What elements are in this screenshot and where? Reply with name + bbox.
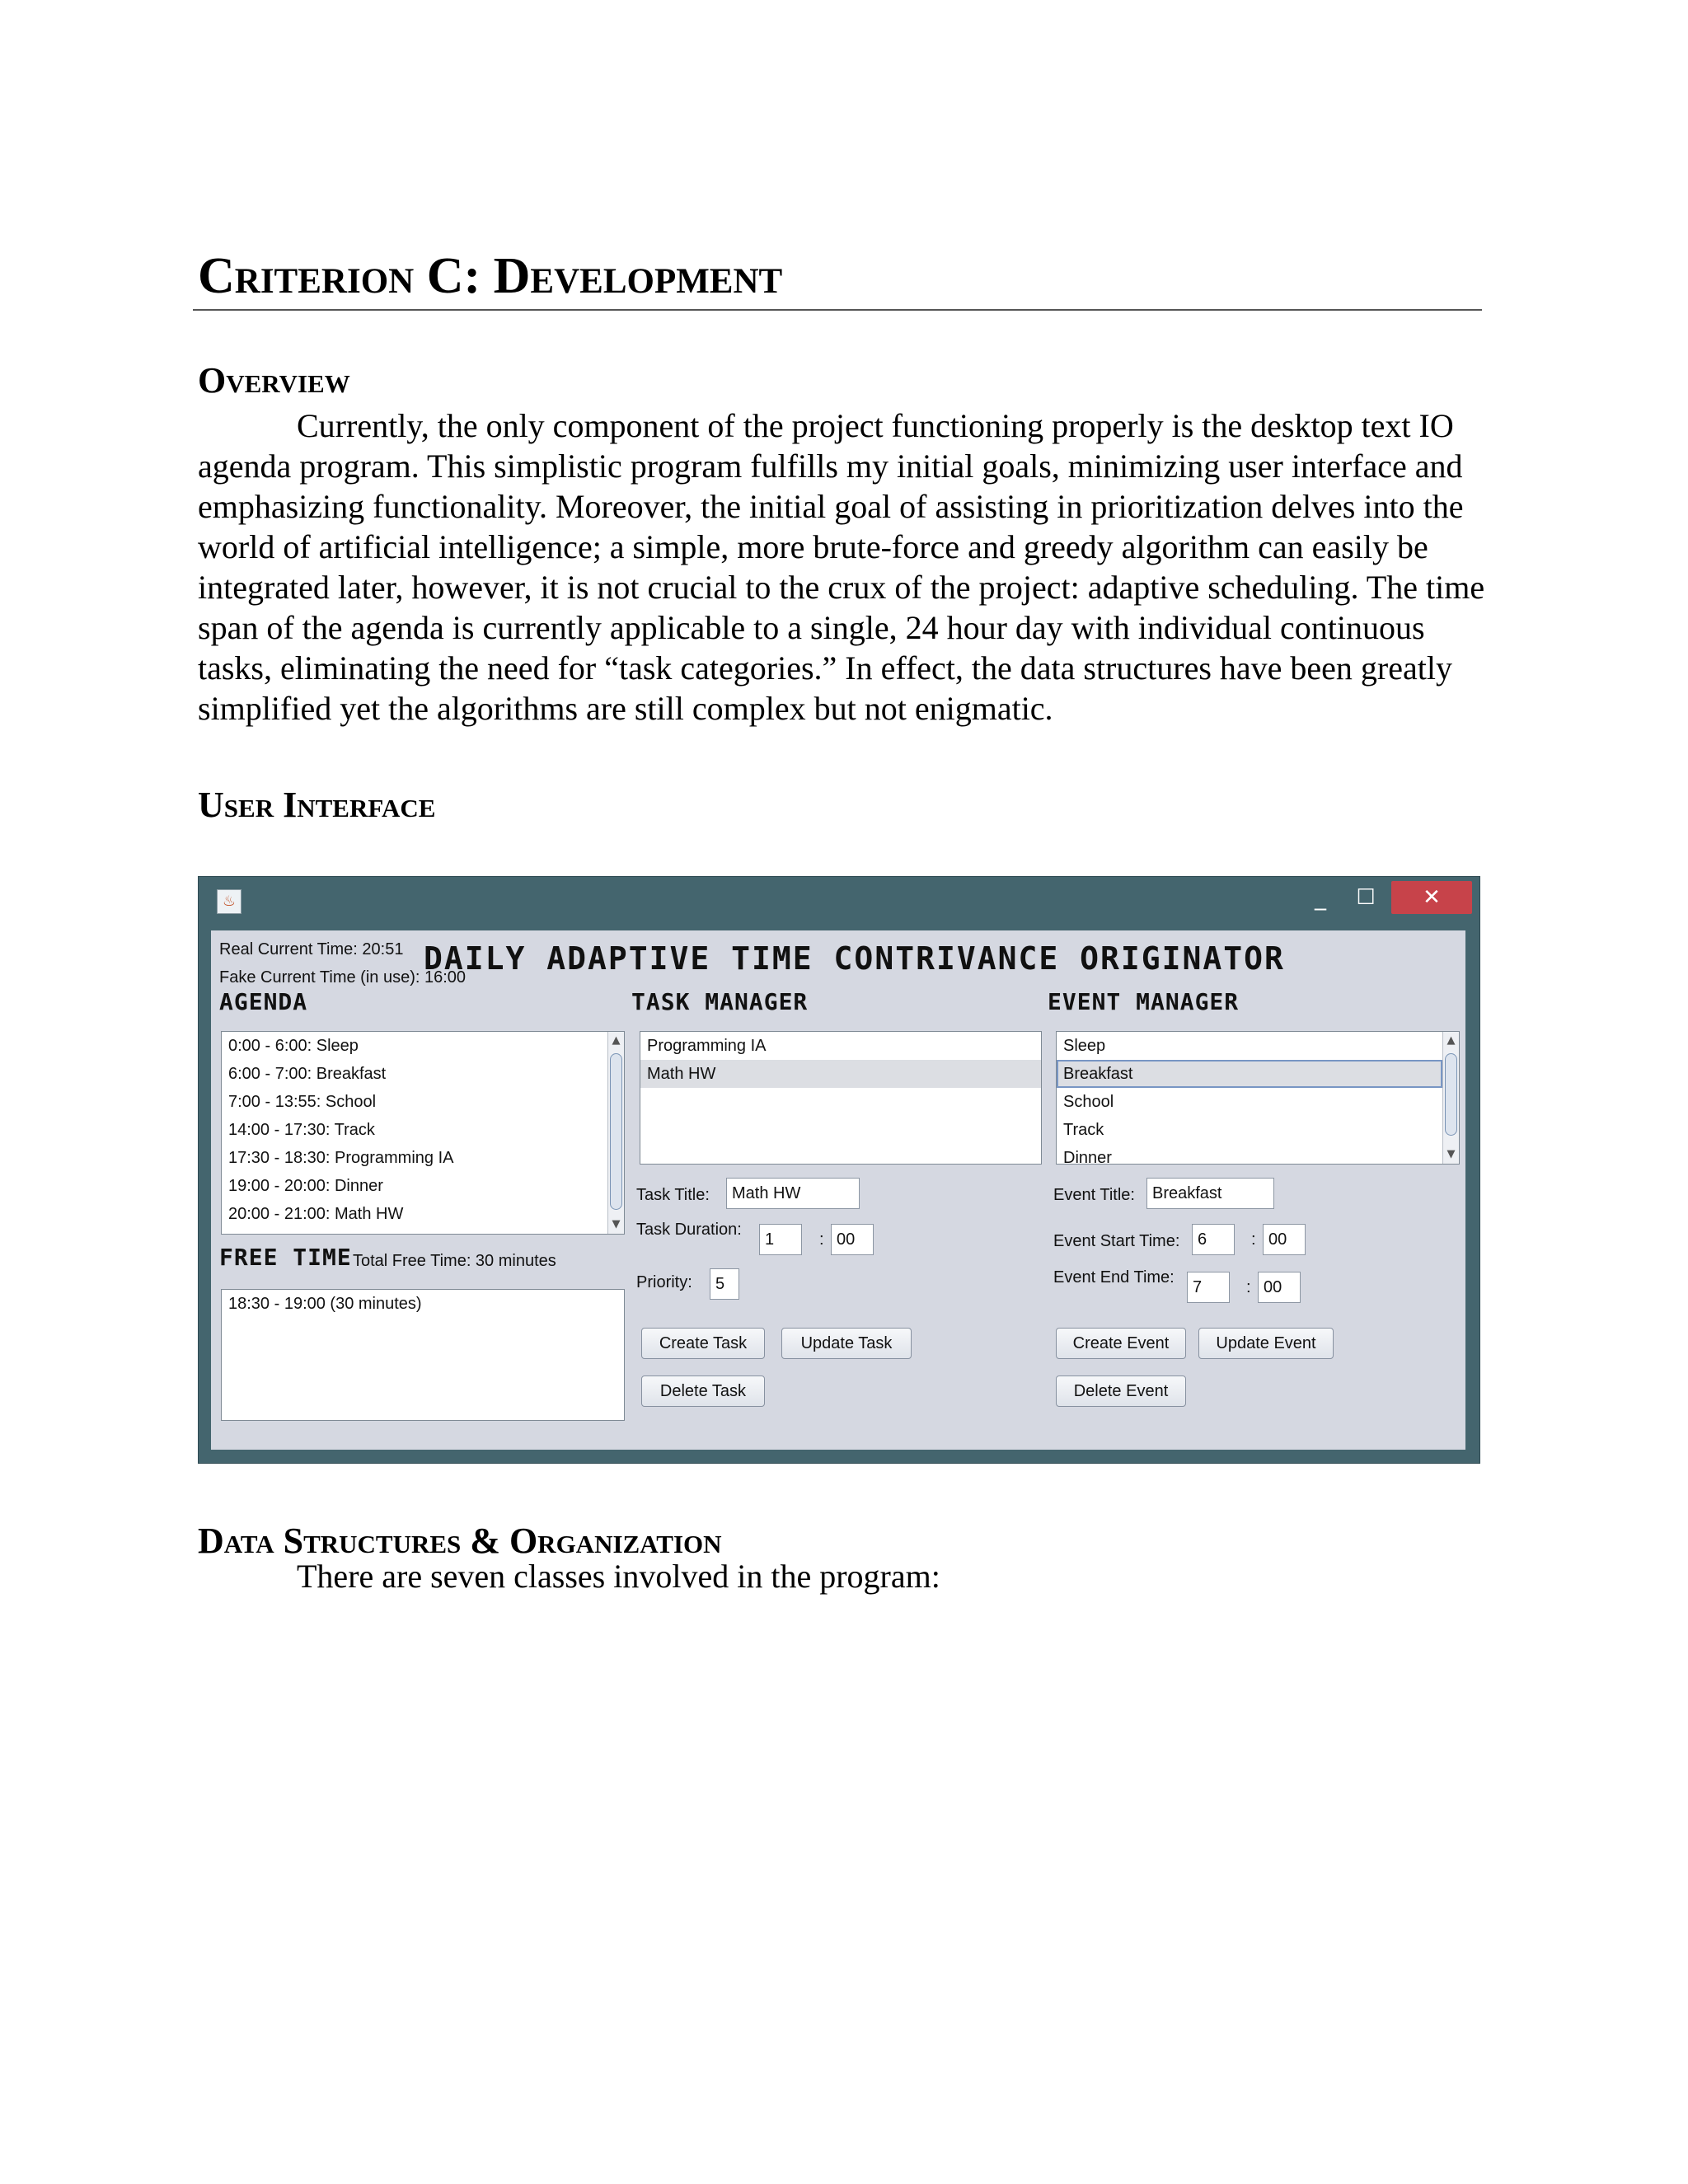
- priority-input[interactable]: 5: [710, 1268, 739, 1300]
- event-list[interactable]: [1056, 1031, 1460, 1165]
- list-item[interactable]: Math HW: [640, 1060, 1041, 1088]
- scroll-thumb[interactable]: [610, 1053, 622, 1210]
- delete-event-button[interactable]: Delete Event: [1056, 1376, 1186, 1407]
- event-start-hour-input[interactable]: 6: [1192, 1224, 1235, 1255]
- overview-text: Currently, the only component of the project functioning properly is the desktop text IO agenda program. This simplistic program fulfills my initial goals, minimizing user interface and emphasizing functionality. Moreover, the initial goal of assisting in prioritization delves into the world of artificial intelligence; a simple, more brute-force and greedy algorithm can easily be integrated later, however, it is not crucial to the crux of the project: adaptive scheduling. The time span of the agenda is currently applicable to a single, 24 hour day with individual continuous tasks, eliminating the need for “task categories.” In effect, the data structures have been greatly simplified yet the algorithms are still complex but not enigmatic.: [198, 407, 1485, 727]
- data-structures-text: There are seven classes involved in the program:: [297, 1558, 940, 1595]
- scroll-down-icon[interactable]: ▼: [612, 1218, 621, 1230]
- agenda-list[interactable]: [221, 1031, 625, 1235]
- priority-label: Priority:: [636, 1273, 692, 1291]
- task-duration-hours-input[interactable]: 1: [759, 1224, 802, 1255]
- list-item[interactable]: 19:00 - 20:00: Dinner: [228, 1177, 383, 1195]
- agenda-title: AGENDA: [219, 988, 308, 1015]
- scroll-up-icon[interactable]: ▲: [1447, 1034, 1456, 1047]
- free-time-list[interactable]: [221, 1289, 625, 1421]
- start-colon: :: [1251, 1230, 1256, 1249]
- list-item[interactable]: School: [1063, 1093, 1114, 1111]
- minimize-button[interactable]: _: [1315, 883, 1326, 911]
- update-event-button[interactable]: Update Event: [1198, 1328, 1334, 1359]
- free-time-title: FREE TIME: [219, 1244, 352, 1271]
- list-item[interactable]: 18:30 - 19:00 (30 minutes): [228, 1295, 422, 1313]
- document-title: Criterion C: Development: [198, 248, 783, 304]
- fake-current-time: Fake Current Time (in use): 16:00: [219, 968, 467, 987]
- list-item[interactable]: Sleep: [1063, 1037, 1106, 1055]
- task-duration-label: Task Duration:: [636, 1221, 742, 1239]
- event-end-label: Event End Time:: [1053, 1268, 1175, 1286]
- list-item[interactable]: 20:00 - 21:00: Math HW: [228, 1205, 404, 1223]
- data-structures-heading: Data Structures & Organization: [198, 1521, 722, 1561]
- task-duration-minutes-input[interactable]: 00: [831, 1224, 874, 1255]
- overview-paragraph: [198, 405, 1492, 729]
- list-item[interactable]: Track: [1063, 1121, 1104, 1139]
- overview-heading: Overview: [198, 360, 350, 401]
- event-end-minute-input[interactable]: 00: [1258, 1272, 1301, 1303]
- create-event-button[interactable]: Create Event: [1056, 1328, 1186, 1359]
- update-task-button[interactable]: Update Task: [781, 1328, 912, 1359]
- event-scrollbar[interactable]: [1442, 1032, 1459, 1164]
- scroll-up-icon[interactable]: ▲: [612, 1034, 621, 1047]
- list-item[interactable]: Dinner: [1063, 1149, 1112, 1165]
- list-item[interactable]: 0:00 - 6:00: Sleep: [228, 1037, 359, 1055]
- title-divider: [193, 309, 1482, 311]
- task-title-input[interactable]: Math HW: [726, 1178, 860, 1209]
- end-colon: :: [1246, 1278, 1251, 1296]
- list-item[interactable]: 6:00 - 7:00: Breakfast: [228, 1065, 387, 1083]
- list-item[interactable]: Programming IA: [647, 1037, 767, 1055]
- event-title-input[interactable]: Breakfast: [1146, 1178, 1274, 1209]
- close-button[interactable]: ✕: [1391, 881, 1472, 914]
- java-icon[interactable]: ♨: [217, 889, 241, 914]
- list-item[interactable]: Breakfast: [1057, 1060, 1442, 1088]
- user-interface-heading: User Interface: [198, 785, 436, 825]
- scroll-thumb[interactable]: [1445, 1053, 1457, 1136]
- event-end-hour-input[interactable]: 7: [1187, 1272, 1230, 1303]
- event-title-label: Event Title:: [1053, 1186, 1135, 1204]
- task-manager-title: TASK MANAGER: [631, 988, 809, 1015]
- task-list[interactable]: [640, 1031, 1042, 1165]
- duration-colon: :: [819, 1230, 824, 1249]
- event-start-label: Event Start Time:: [1053, 1232, 1180, 1250]
- event-start-minute-input[interactable]: 00: [1263, 1224, 1306, 1255]
- list-item[interactable]: 17:30 - 18:30: Programming IA: [228, 1149, 454, 1167]
- event-manager-title: EVENT MANAGER: [1048, 988, 1240, 1015]
- maximize-button[interactable]: ☐: [1356, 885, 1376, 910]
- list-item[interactable]: 14:00 - 17:30: Track: [228, 1121, 375, 1139]
- task-title-label: Task Title:: [636, 1186, 710, 1204]
- create-task-button[interactable]: Create Task: [641, 1328, 765, 1359]
- app-heading: DAILY ADAPTIVE TIME CONTRIVANCE ORIGINATOR: [424, 940, 1285, 977]
- list-item[interactable]: 7:00 - 13:55: School: [228, 1093, 377, 1111]
- app-client-area: [211, 930, 1465, 1450]
- total-free-time: Total Free Time: 30 minutes: [353, 1252, 556, 1270]
- agenda-scrollbar[interactable]: [607, 1032, 624, 1234]
- scroll-down-icon[interactable]: ▼: [1447, 1148, 1456, 1160]
- app-window: [198, 876, 1480, 1464]
- real-current-time: Real Current Time: 20:51: [219, 940, 404, 958]
- delete-task-button[interactable]: Delete Task: [641, 1376, 765, 1407]
